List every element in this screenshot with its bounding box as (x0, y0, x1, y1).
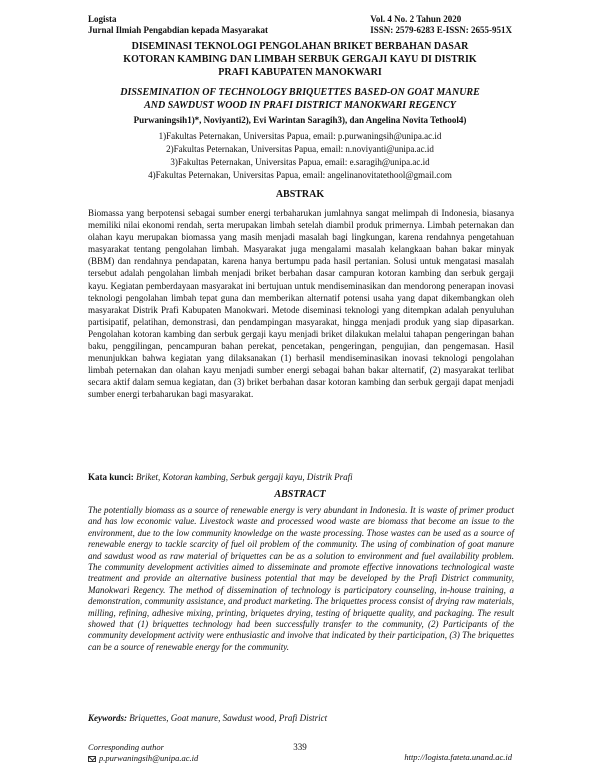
title-en-line: DISSEMINATION OF TECHNOLOGY BRIQUETTES BASED-ON GOAT MANURE (120, 87, 480, 98)
journal-url[interactable]: http://logista.fateta.unand.ac.id (404, 752, 512, 762)
keywords-en-text: Briquettes, Goat manure, Sawdust wood, Prafi District (127, 713, 328, 723)
mail-icon (88, 756, 96, 762)
title-id-line: PRAFI KABUPATEN MANOKWARI (218, 67, 382, 78)
author-list: Purwaningsih1)*, Noviyanti2), Evi Warintan Saragih3), dan Angelina Novita Tethool4) (133, 115, 467, 125)
affiliation-line: 2)Fakultas Peternakan, Universitas Papua, email: n.noviyanti@unipa.ac.id (166, 144, 434, 154)
affiliation-line: 3)Fakultas Peternakan, Universitas Papua, email: e.saragih@unipa.ac.id (170, 157, 430, 167)
keywords-en-label: Keywords: (88, 713, 127, 723)
title-indonesian (90, 40, 510, 79)
title-id-line: KOTORAN KAMBING DAN LIMBAH SERBUK GERGAJI KAYU DI DISTRIK (123, 54, 477, 65)
abstrak-body: Biomassa yang berpotensi sebagai sumber energi terbaharukan jumlahnya sangat melimpah di Indonesia, biasanya memiliki nilai ekonomi rendah, serta merupakan limbah setelah diambil produk primernya. Limbah peternakan dan olahan kayu merupakan biomassa yang masih menjadi masalah bagi lingkungan, karena rendahnya pengetahuan masyarakat tentang pengolahan limbah. Masyarakat juga mengalami masalah kelangkaan bahan bakar minyak (BBM) dan rendahnya pendapatan, karena hanya bertumpu pada hasil pertanian. Solusi untuk mengatasi masalah tersebut adalah pengolahan limbah menjadi briket berbahan dasar campuran kotoran kambing dan serbuk gergaji kayu. Kegiatan pemberdayaan masyarakat ini bertujuan untuk mendiseminasikan dan mendorong penerapan inovasi teknologi pengolahan limbah tepat guna dan memberikan alternatif potensi usaha yang dapat dikembangkan oleh masyarakat Distrik Prafi Kabupaten Manokwari. Metode diseminasi teknologi yang ditempkan adalah penyuluhan partisipatif, pelatihan, demonstrasi, dan pendampingan masyarakat, hingga menjadi produk yang siap dipasarkan. Pengolahan kotoran kambing dan serbuk gergaji kayu menjadi briket dilakukan melalui tahapan pengeringan bahan baku, penggilingan, pencampuran bahan perekat, pencetakan, pengeringan, pengujian, dan pengemasan. Hasil menunjukkan bahwa kegiatan yang dilaksanakan (1) berhasil mendiseminasikan inovasi teknologi pengolahan limbah peternakan dan olahan kayu menjadi sumber energi sebagai bahan bakar alternatif, (2) masyarakat terlibat secara aktif dalam semua kegiatan, dan (3) briket berbahan dasar kotoran kambing dan serbuk gergaji dapat menjadi sumber energi terbaharukan bagi masyarakat. (88, 208, 514, 400)
volume-info: Vol. 4 No. 2 Tahun 2020 (370, 14, 462, 24)
corresponding-email[interactable]: p.purwaningsih@unipa.ac.id (99, 753, 199, 763)
title-english (90, 86, 510, 112)
header-left (88, 14, 268, 36)
title-en-line: AND SAWDUST WOOD IN PRAFI DISTRICT MANOKWARI REGENCY (144, 100, 456, 111)
corresponding-author-label: Corresponding author (88, 742, 164, 752)
keywords-id-text: Briket, Kotoran kambing, Serbuk gergaji kayu, Distrik Prafi (133, 472, 353, 482)
abstract-heading: ABSTRACT (274, 489, 326, 500)
header-right (370, 14, 512, 36)
page-number: 339 (293, 742, 307, 752)
journal-full-name: Jurnal Ilmiah Pengabdian kepada Masyarakat (88, 25, 269, 35)
keywords-english (88, 713, 514, 724)
keywords-id-label: Kata kunci: (88, 472, 134, 482)
affiliations (90, 130, 510, 182)
keywords-indonesian (88, 472, 514, 483)
affiliation-line: 1)Fakultas Peternakan, Universitas Papua, email: p.purwaningsih@unipa.ac.id (158, 131, 442, 141)
title-id-line: DISEMINASI TEKNOLOGI PENGOLAHAN BRIKET BERBAHAN DASAR (131, 41, 469, 52)
abstract-body: The potentially biomass as a source of renewable energy is very abundant in Indonesia. It is waste of primer product and has low economic value. Livestock waste and processed wood waste are biomass that become an issue to the environment, due to the low community knowledge on the waste processing. Those wastes can be used as a source of renewable energy to tackle scarcity of fuel oil problem of the community. The using of combination of goat manure and sawdust wood as raw material of briquettes can be as a solution to environment and fuel availability problem. The community development activities aimed to disseminate and promote effective innovations technological waste treatment and provide an alternative business potential that may be developed by the Prafi District community, Manokwari Regency. The method of dissemination of technology is participatory counseling, in-house training, a demonstration, community assistance, and product marketing. The briquettes process consist of drying raw materials, milling, refining, adhesive mixing, printing, briquetes drying, testing of briquette quality, and packaging. The result showed that (1) briquettes technology had been successfully transfer to the community, (2) Participants of the community development activity were enthusiastic and involve that indicated by their participation, (3) The briquettes can be a source of renewable energy for the community. (88, 505, 514, 652)
abstrak-heading: ABSTRAK (275, 189, 325, 200)
journal-name: Logista (88, 14, 117, 24)
issn-info: ISSN: 2579-6283 E-ISSN: 2655-951X (370, 25, 512, 35)
affiliation-line: 4)Fakultas Peternakan, Universitas Papua, email: angelinanovitatethool@gmail.com (148, 170, 452, 180)
